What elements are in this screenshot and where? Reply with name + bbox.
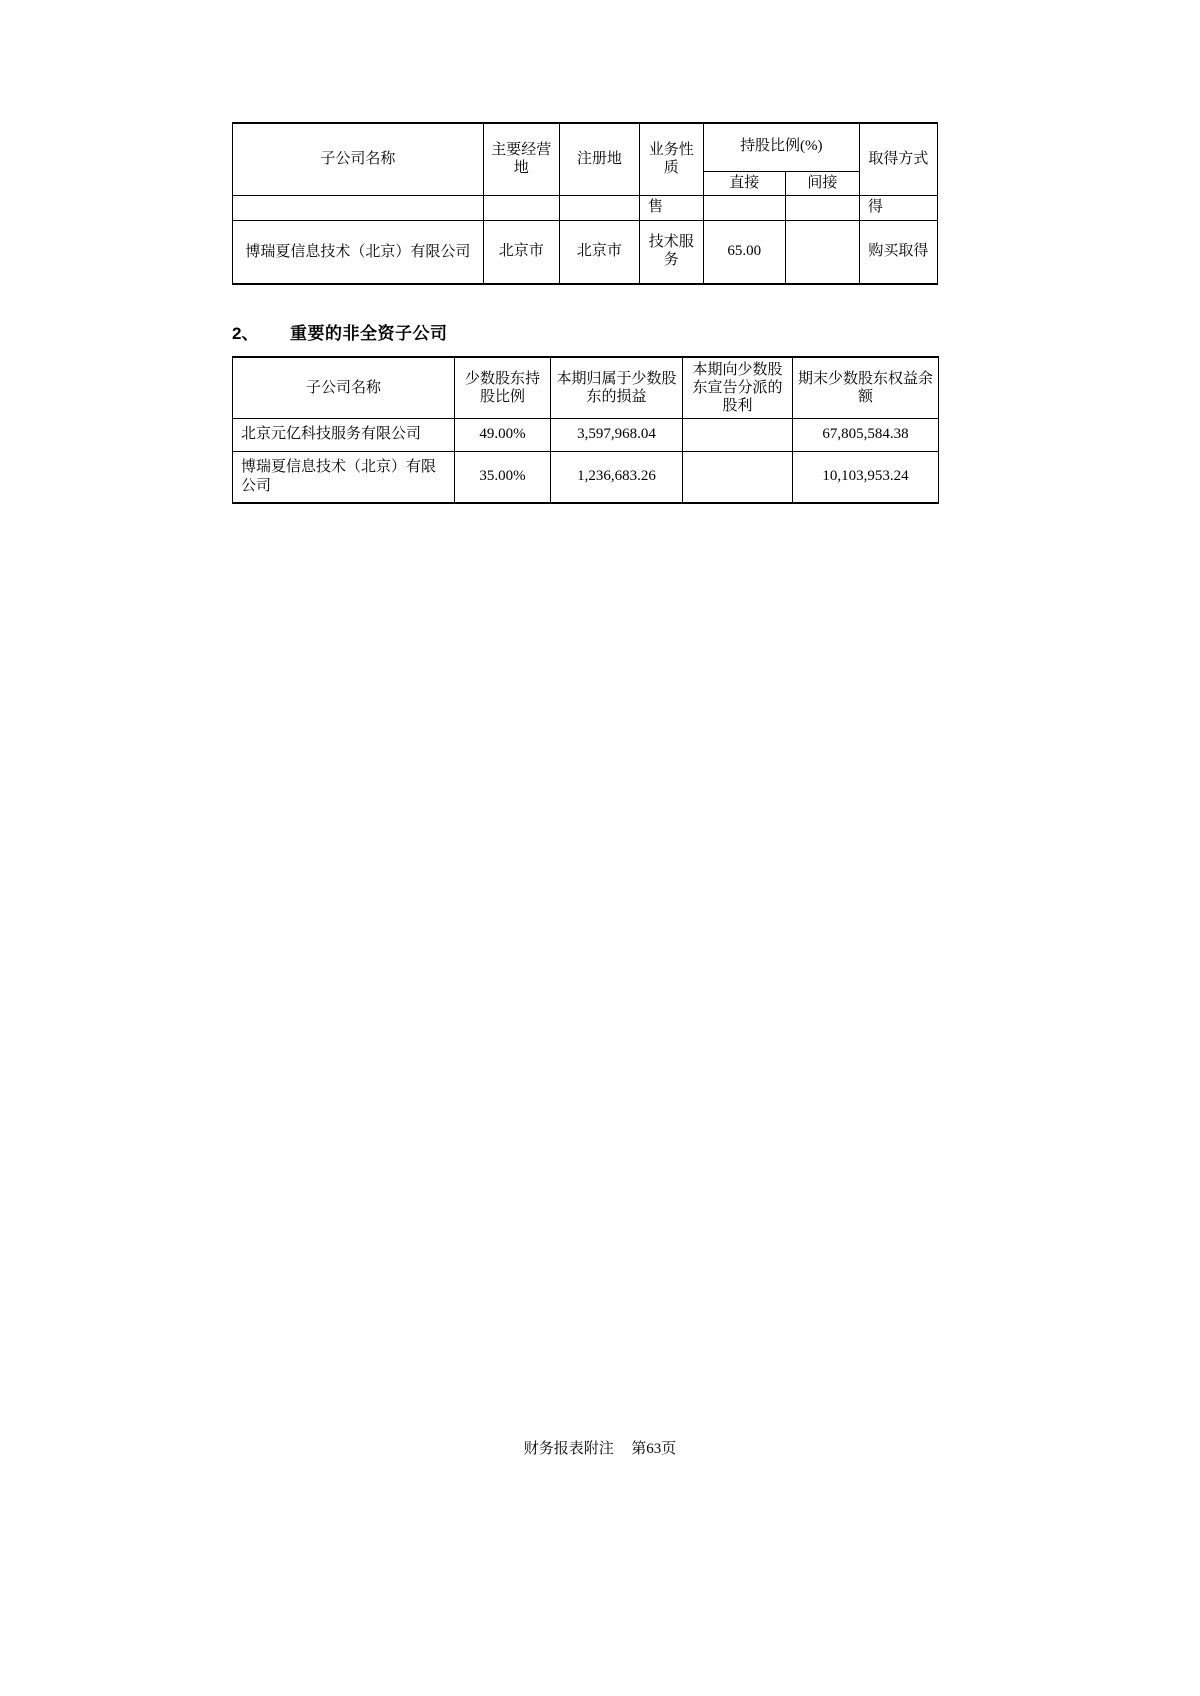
- header-subsidiary-name: 子公司名称: [233, 357, 455, 419]
- header-business-nature: 业务性质: [639, 123, 703, 196]
- header-direct: 直接: [703, 171, 785, 196]
- cell-minority-holding-ratio: 35.00%: [455, 451, 551, 503]
- footer-page-number: 第63页: [631, 1441, 677, 1457]
- table-header-row: [233, 357, 939, 419]
- non-wholly-owned-subsidiary-table: [232, 356, 939, 504]
- header-registration-place: 注册地: [559, 123, 639, 196]
- table-row: [233, 418, 939, 451]
- cell-minority-dividends: [683, 451, 793, 503]
- header-holding-ratio: 持股比例(%): [703, 123, 859, 171]
- fragment-registration-cell: [559, 196, 639, 221]
- header-indirect: 间接: [785, 171, 859, 196]
- header-minority-dividends: 本期向少数股东宣告分派的股利: [683, 357, 793, 419]
- page-footer: [0, 1437, 1200, 1458]
- fragment-direct-cell: [703, 196, 785, 221]
- cell-business-nature: 技术服务: [639, 220, 703, 284]
- cell-minority-profit-loss: 1,236,683.26: [551, 451, 683, 503]
- cell-acquisition-method: 购买取得: [859, 220, 937, 284]
- header-minority-holding-ratio: 少数股东持股比例: [455, 357, 551, 419]
- cell-indirect-ratio: [785, 220, 859, 284]
- cell-subsidiary-name: 北京元亿科技服务有限公司: [233, 418, 455, 451]
- cell-minority-equity-balance: 67,805,584.38: [793, 418, 939, 451]
- fragment-acquisition-cell: 得: [859, 196, 937, 221]
- fragment-name-cell: [233, 196, 484, 221]
- table-row: [233, 451, 939, 503]
- header-minority-equity-balance: 期末少数股东权益余额: [793, 357, 939, 419]
- page-content: [232, 122, 938, 504]
- header-main-place: 主要经营地: [483, 123, 559, 196]
- fragment-main-place-cell: [483, 196, 559, 221]
- section-heading: [232, 319, 938, 344]
- cell-registration-place: 北京市: [559, 220, 639, 284]
- footer-label: 财务报表附注: [523, 1441, 614, 1457]
- cell-main-place: 北京市: [483, 220, 559, 284]
- section-number: 2、: [232, 323, 259, 343]
- header-acquisition-method: 取得方式: [859, 123, 937, 196]
- section-title: 重要的非全资子公司: [290, 323, 448, 343]
- fragment-indirect-cell: [785, 196, 859, 221]
- cell-direct-ratio: 65.00: [703, 220, 785, 284]
- cell-minority-dividends: [683, 418, 793, 451]
- cell-subsidiary-name: 博瑞夏信息技术（北京）有限公司: [233, 451, 455, 503]
- table-row-fragment: [233, 196, 938, 221]
- subsidiary-composition-table: [232, 122, 938, 285]
- cell-minority-profit-loss: 3,597,968.04: [551, 418, 683, 451]
- fragment-business-nature-cell: 售: [639, 196, 703, 221]
- header-minority-profit-loss: 本期归属于少数股东的损益: [551, 357, 683, 419]
- header-subsidiary-name: 子公司名称: [233, 123, 484, 196]
- cell-minority-equity-balance: 10,103,953.24: [793, 451, 939, 503]
- cell-minority-holding-ratio: 49.00%: [455, 418, 551, 451]
- table-row: [233, 220, 938, 284]
- table-header-row: [233, 123, 938, 171]
- cell-subsidiary-name: 博瑞夏信息技术（北京）有限公司: [233, 220, 484, 284]
